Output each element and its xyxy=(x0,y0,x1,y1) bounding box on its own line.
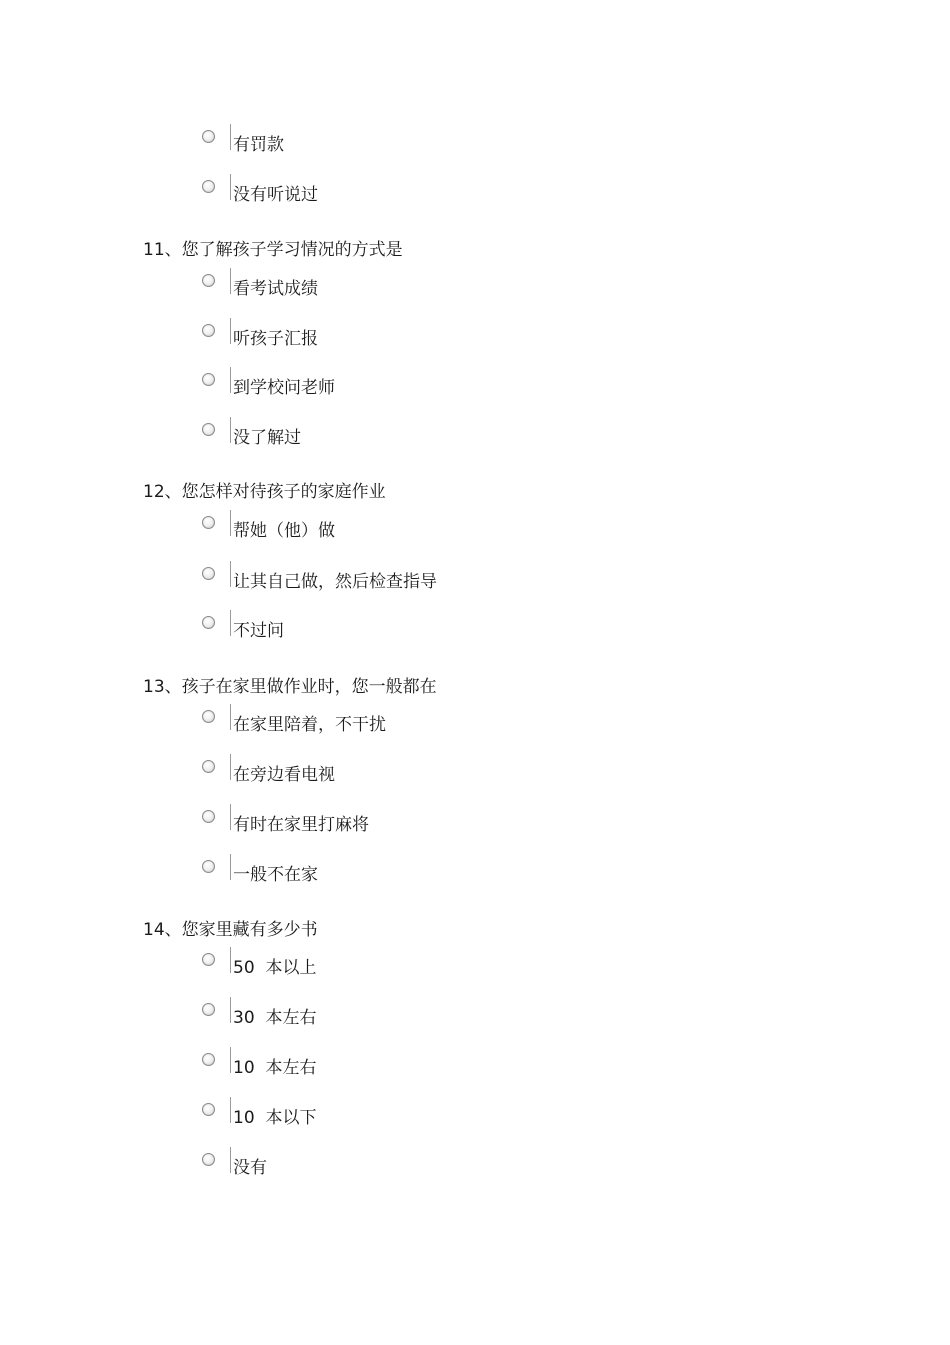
option-label: 10 本左右 xyxy=(233,1058,317,1078)
option-label: 听孩子汇报 xyxy=(233,329,318,349)
radio-icon[interactable] xyxy=(202,516,215,529)
divider xyxy=(230,268,231,294)
question-14-title: 14、您家里藏有多少书 xyxy=(143,920,318,940)
divider xyxy=(230,510,231,536)
radio-icon[interactable] xyxy=(202,373,215,386)
radio-icon[interactable] xyxy=(202,423,215,436)
radio-icon[interactable] xyxy=(202,1003,215,1016)
option-label: 没了解过 xyxy=(233,428,301,448)
divider xyxy=(230,854,231,880)
divider xyxy=(230,947,231,973)
option-label: 没有 xyxy=(233,1158,267,1178)
option-label: 让其自己做，然后检查指导 xyxy=(233,572,437,592)
option-label: 有罚款 xyxy=(233,135,284,155)
q14-option-over-50[interactable] xyxy=(202,953,602,987)
divider xyxy=(230,610,231,636)
q14-option-about-30[interactable] xyxy=(202,1003,602,1037)
q11-option-exam-scores[interactable] xyxy=(202,274,602,308)
q11-option-never[interactable] xyxy=(202,423,602,457)
q11-option-ask-teacher[interactable] xyxy=(202,373,602,407)
radio-icon[interactable] xyxy=(202,1103,215,1116)
radio-icon[interactable] xyxy=(202,953,215,966)
divider xyxy=(230,417,231,443)
radio-icon[interactable] xyxy=(202,274,215,287)
option-label: 有时在家里打麻将 xyxy=(233,815,369,835)
divider xyxy=(230,367,231,393)
radio-icon[interactable] xyxy=(202,616,215,629)
option-label: 10 本以下 xyxy=(233,1108,317,1128)
radio-icon[interactable] xyxy=(202,1153,215,1166)
option-label: 到学校问老师 xyxy=(233,378,335,398)
radio-icon[interactable] xyxy=(202,710,215,723)
radio-icon[interactable] xyxy=(202,760,215,773)
radio-icon[interactable] xyxy=(202,567,215,580)
option-label: 没有听说过 xyxy=(233,185,318,205)
question-12-title: 12、您怎样对待孩子的家庭作业 xyxy=(143,482,386,502)
radio-icon[interactable] xyxy=(202,180,215,193)
q12-option-ignore[interactable] xyxy=(202,616,602,650)
option-label: 30 本左右 xyxy=(233,1008,317,1028)
option-label: 在家里陪着，不干扰 xyxy=(233,715,386,735)
divider xyxy=(230,561,231,587)
radio-icon[interactable] xyxy=(202,324,215,337)
q13-option-not-home[interactable] xyxy=(202,860,602,894)
divider xyxy=(230,124,231,150)
q10-option-never-heard[interactable] xyxy=(202,180,602,214)
q13-option-mahjong[interactable] xyxy=(202,810,602,844)
q13-option-accompany[interactable] xyxy=(202,710,602,744)
option-label: 一般不在家 xyxy=(233,865,318,885)
option-label: 50 本以上 xyxy=(233,958,317,978)
option-label: 看考试成绩 xyxy=(233,279,318,299)
q12-option-do-for-child[interactable] xyxy=(202,516,602,550)
q14-option-under-10[interactable] xyxy=(202,1103,602,1137)
q12-option-self-then-check[interactable] xyxy=(202,567,602,601)
q14-option-about-10[interactable] xyxy=(202,1053,602,1087)
divider xyxy=(230,1147,231,1173)
option-label: 帮她（他）做 xyxy=(233,521,335,541)
question-13-title: 13、孩子在家里做作业时，您一般都在 xyxy=(143,677,437,697)
divider xyxy=(230,1097,231,1123)
divider xyxy=(230,704,231,730)
divider xyxy=(230,318,231,344)
option-label: 在旁边看电视 xyxy=(233,765,335,785)
radio-icon[interactable] xyxy=(202,810,215,823)
divider xyxy=(230,1047,231,1073)
divider xyxy=(230,174,231,200)
radio-icon[interactable] xyxy=(202,1053,215,1066)
q13-option-watch-tv[interactable] xyxy=(202,760,602,794)
divider xyxy=(230,804,231,830)
radio-icon[interactable] xyxy=(202,860,215,873)
option-label: 不过问 xyxy=(233,621,284,641)
q14-option-none[interactable] xyxy=(202,1153,602,1187)
divider xyxy=(230,754,231,780)
radio-icon[interactable] xyxy=(202,130,215,143)
question-11-title: 11、您了解孩子学习情况的方式是 xyxy=(143,240,403,260)
q10-option-fine[interactable] xyxy=(202,130,602,164)
divider xyxy=(230,997,231,1023)
q11-option-child-report[interactable] xyxy=(202,324,602,358)
